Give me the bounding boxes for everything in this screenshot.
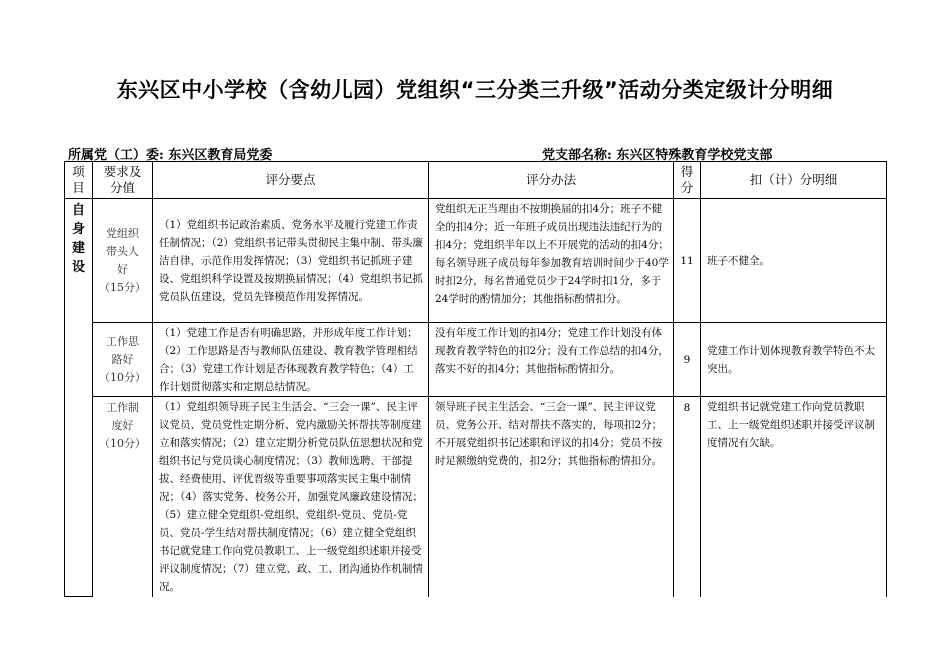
requirement-line: 好 — [117, 262, 128, 276]
method-text: 领导班子民主生活会、“三会一课”、民主评议党员、党务公开、结对帮扶不落实的，每项扣2分；不开展党组织书记述职和评议的扣4分；党员不按时足额缴纳党费的，扣2分；其他指标酌情扣分。 — [435, 401, 663, 467]
requirement-cell — [93, 397, 153, 597]
method-cell — [429, 199, 674, 323]
category-char: 建 — [71, 241, 85, 256]
header-score: 得分 — [674, 162, 701, 199]
requirement-line: 工作制 — [106, 401, 139, 414]
deduction-text: 班子不健全。 — [707, 255, 770, 267]
table-header-row — [65, 162, 887, 199]
header-item: 项目 — [65, 162, 93, 199]
method-text: 党组织无正当理由不按期换届的扣4分；班子不健全的扣4分；近一年班子成员出现违法违纪行为的扣4分；党组织半年以上不开展党的活动的扣4分；每名领导班子成员每年参加教育培训时间少于40学时扣2分，每名普通党员少于24学时扣1分，多于24学时的酌情加分；其他指标酌情扣分。 — [435, 203, 669, 305]
category-cell — [65, 199, 93, 597]
deduction-cell — [701, 199, 887, 323]
requirement-line: 度好 — [111, 419, 134, 432]
requirement-line: （10分） — [99, 370, 146, 384]
requirement-line: 工作思 — [106, 334, 139, 348]
header-points: 评分要点 — [153, 162, 429, 199]
method-cell — [429, 397, 674, 597]
deduction-text: 党建工作计划体现教育教学特色不太突出。 — [707, 345, 875, 375]
party-committee-label: 所属党（工）委: 东兴区教育局党委 — [68, 148, 273, 163]
branch-name-label: 党支部名称: 东兴区特殊教育学校党支部 — [542, 148, 773, 163]
requirement-line: 带头人 — [106, 244, 139, 258]
header-requirement: 要求及分值 — [93, 162, 153, 199]
requirement-line: （15分） — [99, 280, 146, 294]
points-text: （1）党组织书记政治素质、党务水平及履行党建工作责任制情况；（2）党组织书记带头贯彻民主集中制、带头廉洁自律，示范作用发挥情况；（3）党组织书记抓班子建设、党组织科学设置及按期换届情况；（4）党组织书记抓党员队伍建设，党员先锋模范作用发挥情况。 — [159, 219, 423, 303]
category-char: 身 — [71, 222, 85, 237]
score-cell: 11 — [674, 199, 701, 323]
header-deduction: 扣（计）分明细 — [701, 162, 887, 199]
requirement-cell — [93, 199, 153, 323]
points-cell — [153, 397, 429, 597]
requirement-line: 党组织 — [106, 226, 139, 240]
method-cell — [429, 323, 674, 397]
document-title: 东兴区中小学校（含幼儿园）党组织“三分类三升级”活动分类定级计分明细 — [116, 78, 834, 102]
deduction-cell — [701, 397, 887, 597]
requirement-cell — [93, 323, 153, 397]
table-row — [65, 397, 887, 597]
points-cell — [153, 199, 429, 323]
category-char: 自 — [71, 203, 85, 218]
method-text: 没有年度工作计划的扣4分；党建工作计划没有体现教育教学特色的扣2分；没有工作总结的扣4分，落实不好的扣4分；其他指标酌情扣分。 — [435, 327, 669, 375]
table-row — [65, 323, 887, 397]
scoring-table — [64, 161, 887, 597]
score-cell: 8 — [674, 397, 701, 597]
requirement-line: （10分） — [99, 437, 146, 450]
points-cell — [153, 323, 429, 397]
table-row — [65, 199, 887, 323]
points-text: （1）党建工作是否有明确思路，并形成年度工作计划；（2）工作思路是否与教师队伍建设、教育教学管理相结合；（3）党建工作计划是否体现教育教学特色；（4）工作计划贯彻落实和定期总结情况。 — [159, 327, 418, 393]
category-char: 设 — [71, 260, 85, 275]
deduction-text: 党组织书记就党建工作向党员教职工、上一级党组织述职并接受评议制度情况有欠缺。 — [707, 401, 875, 449]
deduction-cell — [701, 323, 887, 397]
score-cell: 9 — [674, 323, 701, 397]
points-text: （1）党组织领导班子民主生活会、“三会一课”、民主评议党员、党员党性定期分析、党内激励关怀帮扶等制度建立和落实情况；（2）建立定期分析党员队伍思想状况和党组织书记与党员谈心制度情况；（3）教师选聘、干部提拔、经费使用、评优晋级等重要事项落实民主集中制情况；（4）落实党务、校务公开，加强党风廉政建设情况；（5）建立健全党组织-党组织、党组织-党员、党员-党员、党员-学生结对帮扶制度情况；（6）建立健全党组织书记就党建工作向党员教职工、上一级党组织述职并接受评议制度情况；（7）建立党、政、工、团沟通协作机制情况。 — [159, 401, 423, 593]
header-method: 评分办法 — [429, 162, 674, 199]
requirement-line: 路好 — [111, 352, 134, 366]
